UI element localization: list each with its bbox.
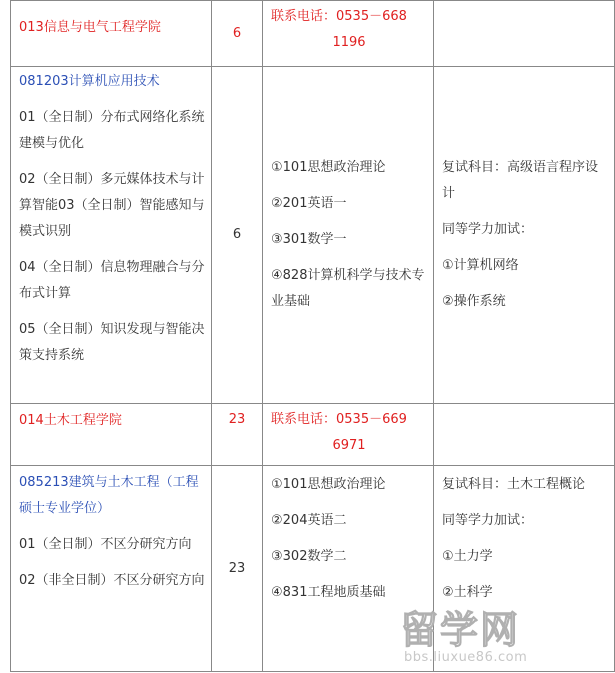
major-name: 081203计算机应用技术 (19, 74, 160, 89)
notes-cell (434, 404, 615, 466)
contact-phone-line1: 联系电话：0535－668 (271, 9, 407, 24)
enrollment-count-cell (212, 404, 263, 466)
extra-test-label: 同等学力加试： (442, 513, 534, 528)
exam-subject: ④828计算机科学与技术专业基础 (271, 268, 425, 309)
contact-phone-line2: 6971 (332, 438, 366, 453)
direction-item: 01（全日制）不区分研究方向 (19, 537, 192, 552)
college-name: 013信息与电气工程学院 (19, 20, 161, 35)
admissions-table (10, 0, 615, 672)
direction-item: 04（全日制）信息物理融合与分布式计算 (19, 260, 205, 301)
watermark-url: bbs.liuxue86.com (404, 650, 528, 665)
retest-subject: 复试科目：土木工程概论 (442, 477, 586, 492)
enrollment-count: 23 (228, 412, 246, 427)
exam-subject: ①101思想政治理论 (271, 477, 386, 492)
enrollment-count-cell (212, 466, 263, 672)
enrollment-count-cell (212, 1, 263, 67)
exam-subject: ①101思想政治理论 (271, 160, 386, 175)
college-name-cell (11, 1, 212, 67)
enrollment-count: 23 (228, 560, 246, 576)
enrollment-count: 6 (232, 25, 242, 41)
contact-phone-line2: 1196 (332, 35, 366, 50)
extra-test-item: ①计算机网络 (442, 258, 519, 273)
contact-phone-line1: 联系电话：0535－669 (271, 412, 407, 427)
direction-item: 02（非全日制）不区分研究方向 (19, 573, 205, 588)
direction-item: 01（全日制）分布式网络化系统建模与优化 (19, 110, 205, 151)
major-info-cell (11, 67, 212, 404)
exam-subject: ②204英语二 (271, 513, 347, 528)
direction-item: 05（全日制）知识发现与智能决策支持系统 (19, 322, 205, 363)
contact-cell (263, 404, 434, 466)
enrollment-count-cell (212, 67, 263, 404)
direction-item: 02（全日制）多元媒体技术与计算智能03（全日制）智能感知与模式识别 (19, 172, 205, 239)
exam-subject: ④831工程地质基础 (271, 585, 386, 600)
college-row (11, 404, 615, 466)
exam-subject: ②201英语一 (271, 196, 347, 211)
extra-test-label: 同等学力加试： (442, 222, 534, 237)
extra-test-item: ②操作系统 (442, 294, 506, 309)
contact-cell (263, 1, 434, 67)
major-row (11, 67, 615, 404)
exam-subject: ③302数学二 (271, 549, 347, 564)
extra-test-item: ①土力学 (442, 549, 493, 564)
notes-cell (434, 67, 615, 404)
retest-subject: 复试科目：高级语言程序设计 (442, 160, 599, 201)
college-row (11, 1, 615, 67)
exam-subject: ③301数学一 (271, 232, 347, 247)
watermark-brand: 留学网 (400, 608, 521, 652)
extra-test-item: ②土科学 (442, 585, 493, 600)
major-name: 085213建筑与土木工程（工程硕士专业学位） (19, 475, 199, 516)
college-name-cell (11, 404, 212, 466)
notes-cell (434, 1, 615, 67)
major-info-cell (11, 466, 212, 672)
watermark-logo (400, 601, 570, 665)
college-name: 014土木工程学院 (19, 413, 122, 428)
enrollment-count: 6 (232, 227, 242, 242)
exam-subjects-cell (263, 67, 434, 404)
